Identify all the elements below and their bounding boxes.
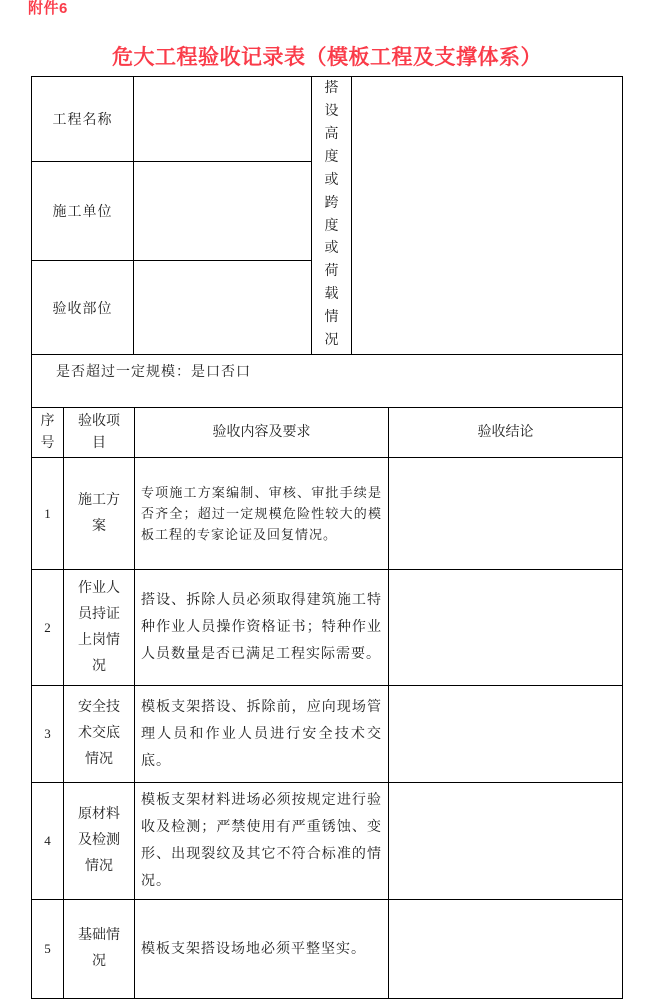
row-index: 2 — [32, 570, 64, 686]
row-index: 1 — [32, 458, 64, 570]
row-content: 搭设、拆除人员必须取得建筑施工特种作业人员操作资格证书；特种作业人员数量是否已满足工程实际需要。 — [135, 570, 389, 686]
header-item: 验收项目 — [64, 408, 135, 458]
row-conclusion — [389, 458, 623, 570]
setup-height-value — [352, 77, 623, 355]
row-index: 4 — [32, 783, 64, 900]
row-content: 模板支架材料进场必须按规定进行验收及检测；严禁使用有严重锈蚀、变形、出现裂纹及其它不符合标准的情况。 — [135, 783, 389, 900]
row-conclusion — [389, 686, 623, 783]
row-index: 5 — [32, 900, 64, 999]
checklist-table — [31, 407, 623, 999]
table-row — [32, 686, 623, 783]
row-item: 基础情况 — [64, 900, 135, 999]
row-item: 原材料及检测情况 — [64, 783, 135, 900]
project-name-label: 工程名称 — [32, 77, 134, 162]
table-row — [32, 458, 623, 570]
row-content: 模板支架搭设场地必须平整坚实。 — [135, 900, 389, 999]
table-row — [32, 570, 623, 686]
row-conclusion — [389, 570, 623, 686]
row-item: 安全技术交底情况 — [64, 686, 135, 783]
row-conclusion — [389, 900, 623, 999]
attachment-label: 附件6 — [28, 0, 68, 17]
acceptance-part-label: 验收部位 — [32, 261, 134, 355]
row-content: 模板支架搭设、拆除前，应向现场管理人员和作业人员进行安全技术交底。 — [135, 686, 389, 783]
header-index: 序号 — [32, 408, 64, 458]
row-item: 作业人员持证上岗情况 — [64, 570, 135, 686]
setup-height-label-text: 搭设高度或跨度或荷载情况 — [324, 81, 339, 349]
row-conclusion — [389, 783, 623, 900]
header-content: 验收内容及要求 — [135, 408, 389, 458]
acceptance-part-value — [134, 261, 312, 355]
construction-unit-label: 施工单位 — [32, 162, 134, 261]
info-table — [31, 76, 623, 408]
row-content: 专项施工方案编制、审核、审批手续是否齐全；超过一定规模危险性较大的模板工程的专家论证及回复情况。 — [135, 458, 389, 570]
header-conclusion: 验收结论 — [389, 408, 623, 458]
row-index: 3 — [32, 686, 64, 783]
table-row — [32, 900, 623, 999]
project-name-value — [134, 77, 312, 162]
page-title: 危大工程验收记录表（模板工程及支撑体系） — [112, 46, 542, 69]
scale-question: 是否超过一定规模：是口否口 — [32, 355, 623, 408]
form-body — [31, 76, 622, 999]
setup-height-label — [312, 77, 352, 355]
checklist-header-row — [32, 408, 623, 458]
construction-unit-value — [134, 162, 312, 261]
row-item: 施工方案 — [64, 458, 135, 570]
table-row — [32, 783, 623, 900]
